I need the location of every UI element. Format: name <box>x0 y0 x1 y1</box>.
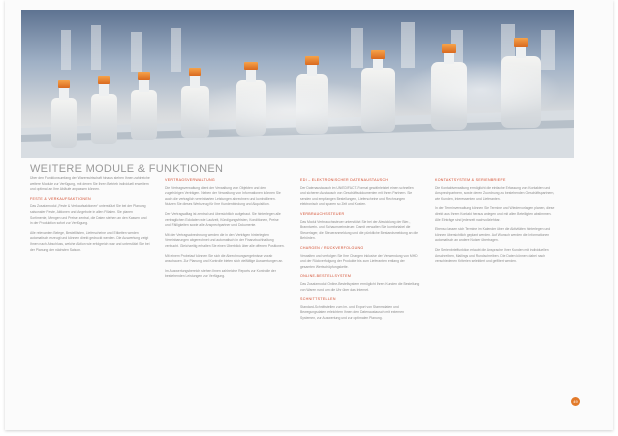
subheading: ONLINE-BESTELLSYSTEM <box>300 274 352 279</box>
paragraph: Die Vertragsverwaltung dient der Verwaltung von Objekten und den zugehörigen Verträgen. Neben der Verwaltung von Informationen können Sie auch die vertraglich vereinbarten Leistungen abrechnen und kontrollieren. Nutzen Sie dieses Werkzeug für Ihre Kundenbindung und Akquisition. <box>165 185 281 207</box>
page-number-badge: 49 <box>571 397 580 406</box>
page-heading: WEITERE MODULE & FUNKTIONEN <box>30 163 224 175</box>
paragraph: Die Kontaktverwaltung ermöglicht die einfache Erfassung von Kontakten und Ansprechpartnern, sowie deren Zuordnung zu bestehenden Geschäftspartnern, wie Kunden, Interessenten und Lieferanten. <box>435 185 555 201</box>
paragraph: Die Serienbrieffunktion erlaubt die Ansprache Ihrer Kunden mit individuellen Anschreiben, Mailings und Rundschreiben. Die Daten können dabei nach verschiedenen Kriterien selektiert und gefiltert werden. <box>435 247 549 264</box>
paragraph: Der Vertragsalltag ist zentral und übersichtlich aufgebaut. Sie hinterlegen alle vertraglichen Eckdaten wie Laufzeit, Kündigungsfristen, Konditionen, Preise und Fälligkeiten sowie alle Ansprechpartner und Dokumente. <box>165 211 281 228</box>
text-column-2 <box>165 176 285 284</box>
subheading: KONTAKTSYSTEM & SERIENBRIEFE <box>435 178 506 182</box>
hero-photo <box>21 10 574 158</box>
subheading: VERTRAGSVERWALTUNG <box>165 178 215 182</box>
subheading: VERBRAUCHSSTEUER <box>300 211 345 216</box>
paragraph: Mit der Vertragsabrechnung werden die in den Verträgen hinterlegten Vereinbarungen abgerechnet und automatisch in der Finanzbuchhaltung verbucht. Gleichzeitig erhalten Sie einen Überblick über alle offenen Positionen. <box>165 232 285 248</box>
text-column-3 <box>300 176 420 325</box>
paragraph: Ebenso lassen sich Termine im Kalender über die Aktivitäten hinterlegen und können übersichtlich geplant werden. Auf Wunsch werden die Informationen automatisch an andere Nutzer übertragen. <box>435 227 551 243</box>
text-column-1 <box>30 176 150 257</box>
paragraph: Das Zusatzmodul Online-Bestellsystem ermöglicht Ihren Kunden die Bestellung von Waren rund um die Uhr über das Internet. <box>300 281 420 292</box>
paragraph: Der Datenaustausch im UN/EDIFACT-Format gewährleistet einen schnellen und sicheren Austausch von Geschäftsdokumenten mit Ihren Partnern. Sie senden und empfangen Bestellungen, Lieferscheine und Rechnungen elektronisch und sparen so Zeit und Kosten. <box>300 185 414 207</box>
brochure-page <box>5 0 613 430</box>
paragraph: Das Zusatzmodul „Feste & Verkaufsaktionen“ unterstützt Sie bei der Planung saisonaler Feste, Aktionen und Angebote in allen Filialen. Sie planen Sortimente, Mengen und Preise zentral, die Daten stehen an den Kassen und in der Produktion sofort zur Verfügung. <box>30 204 147 226</box>
text-column-4 <box>435 176 555 269</box>
paragraph: In der Terminverwaltung können Sie Termine und Wiedervorlagen planen, diese direkt aus Ihrem Kontakt heraus anlegen und mit allen Beteiligten abstimmen. Alle Einträge sind jederzeit nachvollziehbar. <box>435 206 555 222</box>
subheading: SCHNITTSTELLEN <box>300 297 336 302</box>
paragraph: Mit einem Probelauf können Sie sich die Abrechnungsergebnisse vorab anschauen. Zur Planung und Kontrolle bieten sich vielfältige Auswertungen an. <box>165 253 284 264</box>
subheading: FESTE & VERKAUFSAKTIONEN <box>30 196 91 201</box>
paragraph: Standard-Schnittstellen zum Im- und Export von Stammdaten und Bewegungsdaten erleichtern Ihnen den Datenaustausch mit externen Systemen, zur Auswertung und zur optimalen Planung. <box>300 304 405 320</box>
bottles-photo-illustration <box>21 10 574 158</box>
paragraph: Im Auswertungsbereich stehen Ihnen zahlreiche Reports zur Kontrolle der bestehenden Leistungen zur Verfügung. <box>165 268 276 279</box>
paragraph: Alle relevanten Belege, Bestelllisten, Lieferscheine und Etiketten werden automatisch erzeugt und können direkt gedruckt werden. Die Auswertung zeigt Ihnen nach Abschluss, welche Aktion wie erfolgreich war und unterstützt Sie bei der Planung der nächsten Saison. <box>30 230 150 252</box>
paragraph: Verwalten und verfolgen Sie Ihre Chargen inklusive der Verwendung von MHD und der Rückverfolgung der Produkte bis zum Lieferanten entlang der gesamten Wertschöpfungskette. <box>300 253 418 269</box>
paragraph: Über den Funktionsumfang der Warenwirtschaft hinaus stehen Ihnen zahlreiche weitere Module zur Verfügung, mit denen Sie Ihren Betrieb individuell erweitern und optimal an Ihre Abläufe anpassen können. <box>30 176 150 192</box>
subheading: CHARGEN / RÜCKVERFOLGUNG <box>300 245 364 250</box>
subheading: EDI – ELEKTRONISCHER DATENAUSTAUSCH <box>300 178 389 182</box>
paragraph: Das Modul Verbrauchssteuer unterstützt Sie bei der Abwicklung der Bier-, Branntwein- und Schaumweinsteuer. Damit verwalten Sie komfortabel die Steuerlager, die Steueranmeldung und die pünktliche Bestandsmeldung an die Behörden. <box>300 219 419 241</box>
